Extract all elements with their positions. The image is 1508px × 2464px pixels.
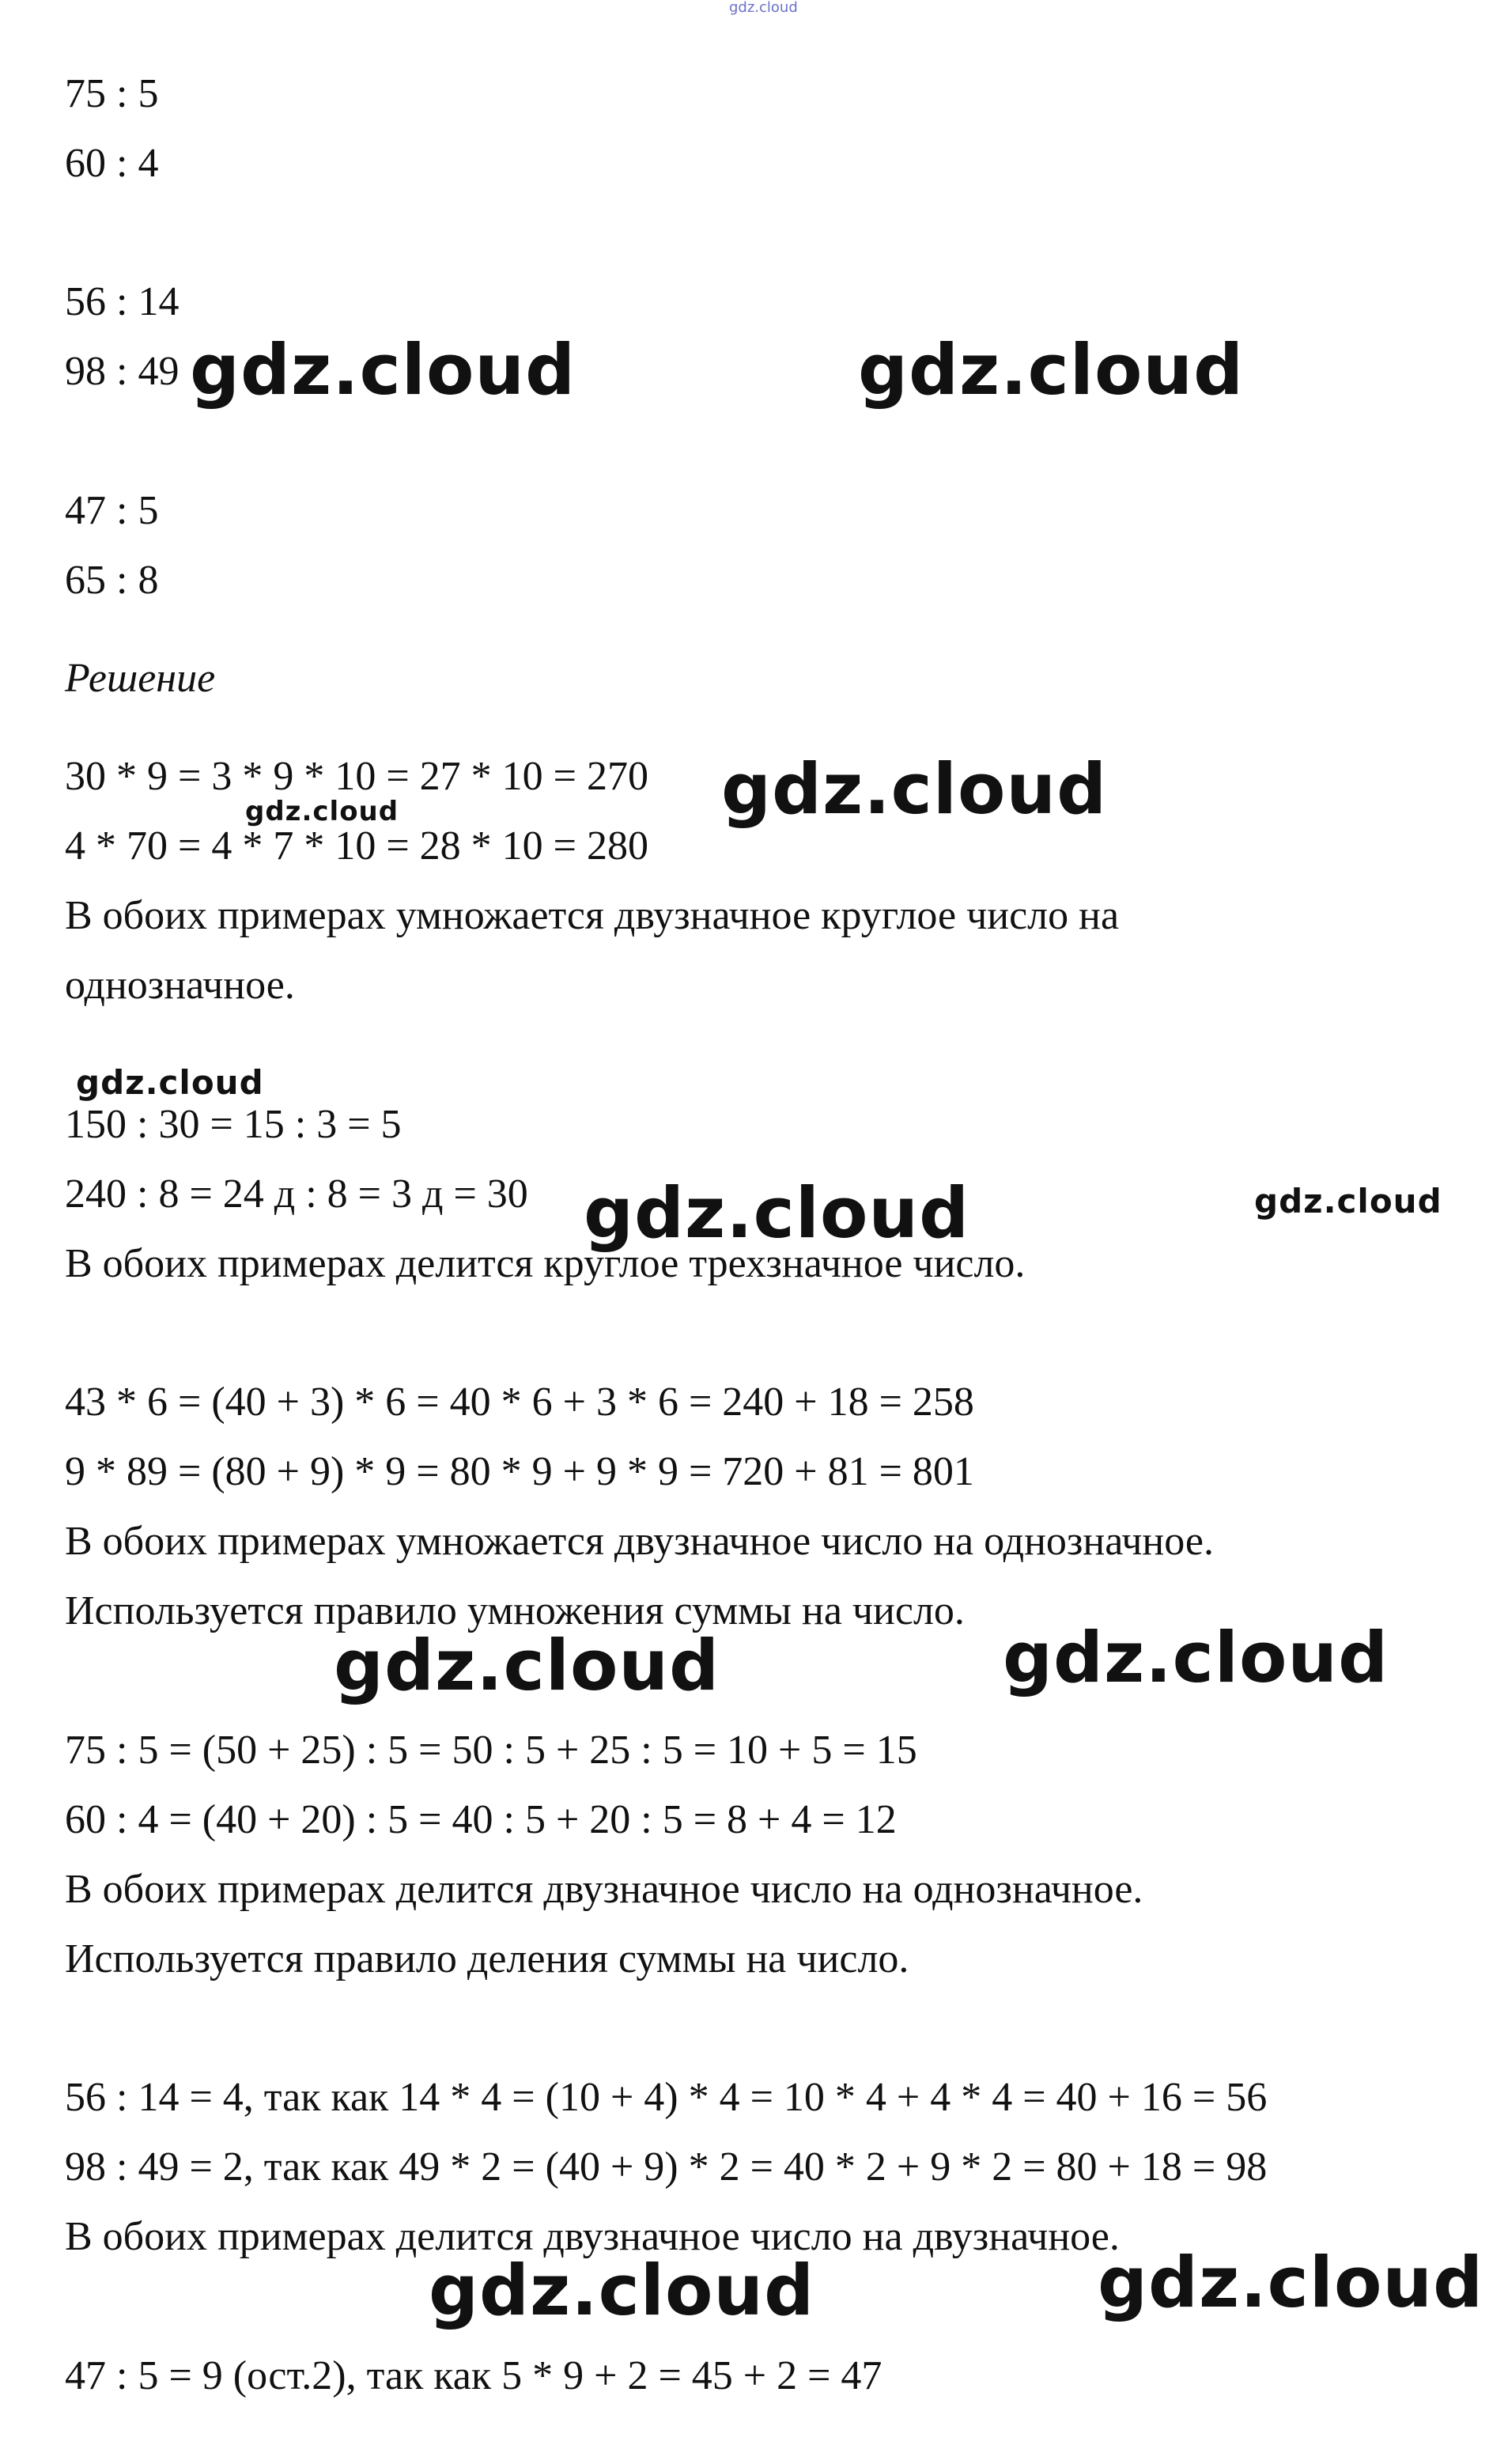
task-line: 47 : 5 (65, 488, 159, 533)
solution-line: В обоих примерах делится двузначное число на однозначное. (65, 1867, 1143, 1912)
solution-line: В обоих примерах делится круглое трехзначное число. (65, 1241, 1026, 1286)
solution-line: 240 : 8 = 24 д : 8 = 3 д = 30 (65, 1171, 528, 1217)
task-line: 60 : 4 (65, 141, 159, 186)
task-line: 56 : 14 (65, 279, 180, 324)
solution-line: 60 : 4 = (40 + 20) : 5 = 40 : 5 + 20 : 5 = 8 + 4 = 12 (65, 1797, 897, 1842)
solution-line: 150 : 30 = 15 : 3 = 5 (65, 1102, 402, 1147)
watermark: gdz.cloud (721, 748, 1108, 830)
task-line: 65 : 8 (65, 558, 159, 603)
solution-line: 30 * 9 = 3 * 9 * 10 = 27 * 10 = 270 (65, 754, 648, 799)
watermark: gdz.cloud (334, 1625, 720, 1706)
watermark: gdz.cloud (1254, 1182, 1442, 1221)
watermark: gdz.cloud (584, 1172, 970, 1254)
watermark: gdz.cloud (76, 1063, 264, 1102)
watermark: gdz.cloud (858, 329, 1245, 411)
watermark: gdz.cloud (1003, 1617, 1389, 1698)
watermark: gdz.cloud (245, 796, 399, 827)
solution-line: 75 : 5 = (50 + 25) : 5 = 50 : 5 + 25 : 5 = 10 + 5 = 15 (65, 1728, 917, 1773)
solution-line: 4 * 70 = 4 * 7 * 10 = 28 * 10 = 280 (65, 823, 648, 869)
solution-line: 9 * 89 = (80 + 9) * 9 = 80 * 9 + 9 * 9 = 720 + 81 = 801 (65, 1449, 974, 1494)
solution-heading: Решение (65, 656, 216, 701)
solution-line: Используется правило умножения суммы на число. (65, 1588, 965, 1633)
watermark-top: gdz.cloud (729, 0, 798, 16)
solution-line: 56 : 14 = 4, так как 14 * 4 = (10 + 4) * 4 = 10 * 4 + 4 * 4 = 40 + 16 = 56 (65, 2075, 1268, 2120)
solution-line: В обоих примерах умножается двузначное число на однозначное. (65, 1519, 1214, 1564)
watermark: gdz.cloud (1098, 2242, 1484, 2323)
task-line: 75 : 5 (65, 71, 159, 116)
solution-line: 98 : 49 = 2, так как 49 * 2 = (40 + 9) * 2 = 40 * 2 + 9 * 2 = 80 + 18 = 98 (65, 2144, 1268, 2190)
watermark: gdz.cloud (190, 329, 576, 411)
solution-line: однозначное. (65, 963, 295, 1008)
solution-line: Используется правило деления суммы на число. (65, 1936, 909, 1981)
solution-line: 43 * 6 = (40 + 3) * 6 = 40 * 6 + 3 * 6 = 240 + 18 = 258 (65, 1380, 974, 1425)
solution-line: В обоих примерах делится двузначное число на двузначное. (65, 2214, 1120, 2259)
watermark: gdz.cloud (429, 2250, 815, 2331)
solution-line: В обоих примерах умножается двузначное круглое число на (65, 893, 1120, 938)
task-line: 98 : 49 (65, 349, 180, 394)
solution-line: 47 : 5 = 9 (ост.2), так как 5 * 9 + 2 = 45 + 2 = 47 (65, 2353, 883, 2398)
